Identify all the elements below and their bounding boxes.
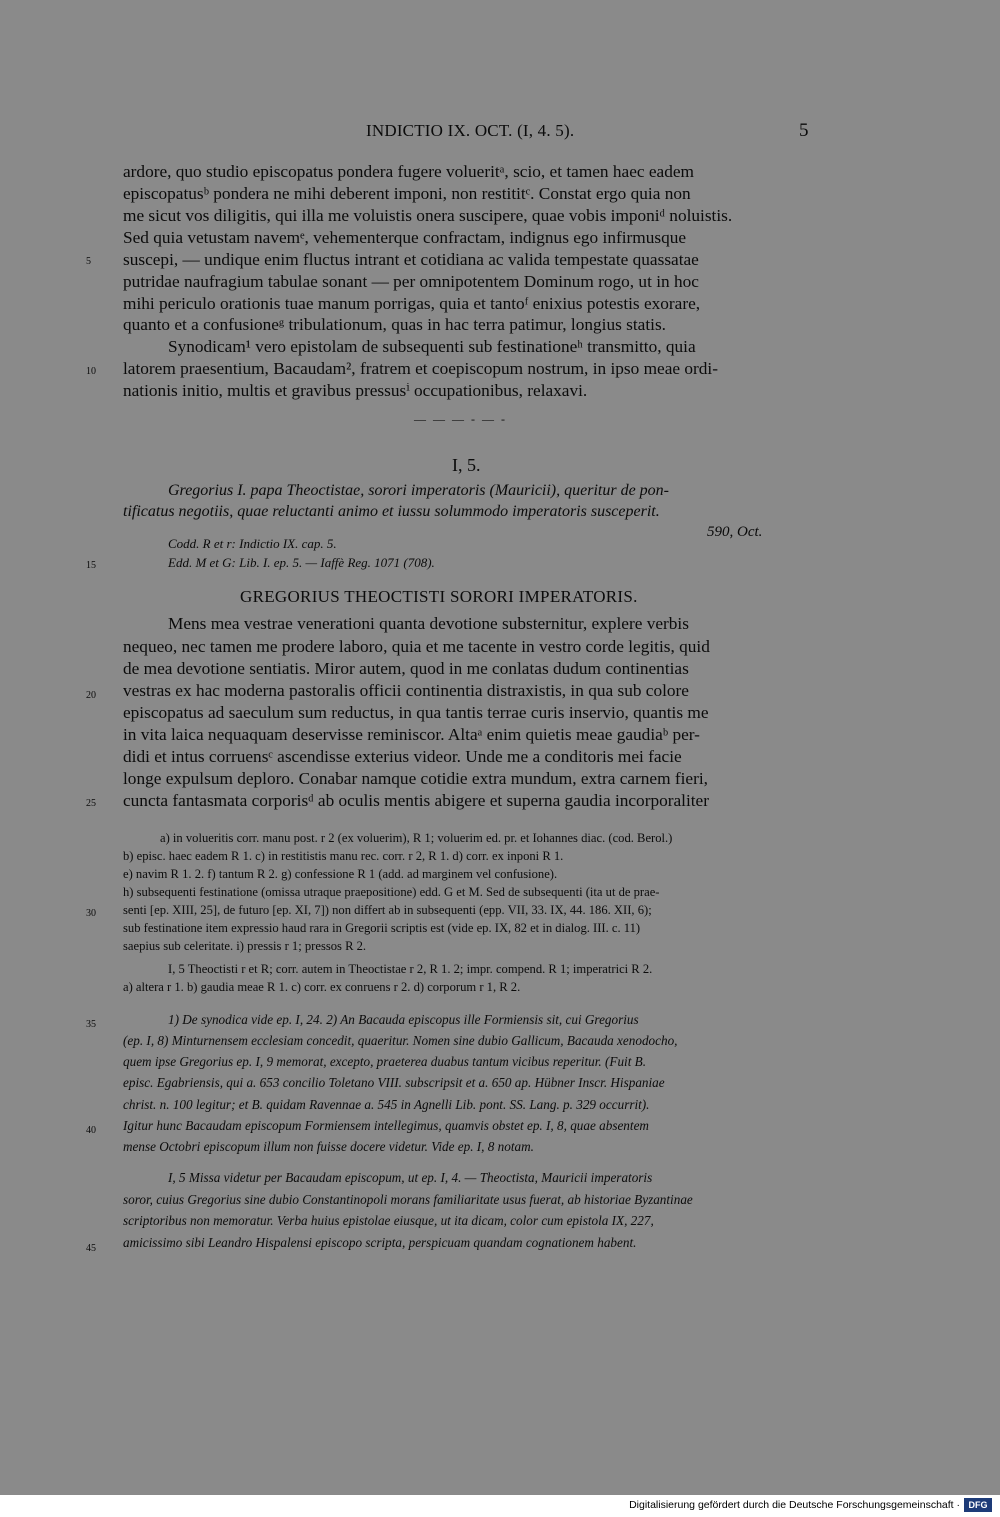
apparatus-line: I, 5 Theoctisti r et R; corr. autem in Theoctistae r 2, R 1. 2; impr. compend. R 1; imperatrici R 2.: [168, 962, 653, 976]
line-number: 20: [86, 690, 96, 701]
body-line: putridae naufragium tabulae sonant — per omnipotentem Dominum rogo, ut in hoc: [123, 272, 699, 291]
body-line: quanto et a confusioneᵍ tribulationum, quas in hac terra patimur, longius statis.: [123, 315, 666, 334]
apparatus-line: b) episc. haec eadem R 1. c) in restitistis manu rec. corr. r 2, R 1. d) corr. ex inponi R 1.: [123, 849, 564, 863]
section-separator: — — — - — -: [414, 412, 507, 426]
letter-summary: Gregorius I. papa Theoctistae, sorori imperatoris (Mauricii), queritur de pon-: [168, 482, 670, 499]
line-number: 25: [86, 798, 96, 809]
letter-line: de mea devotione sentiatis. Miror autem, quod in me conlatas dudum continentias: [123, 659, 689, 678]
note-line: soror, cuius Gregorius sine dubio Constantinopoli morans familiaritate usus fuerat, ab historiae Byzantinae: [123, 1192, 693, 1207]
line-number: 35: [86, 1019, 96, 1030]
note-line: 1) De synodica vide ep. I, 24. 2) An Bacauda episcopus ille Formiensis sit, cui Gregorius: [168, 1012, 639, 1027]
apparatus-line: h) subsequenti festinatione (omissa utraque praepositione) edd. G et M. Sed de subsequenti (ita ut de prae-: [123, 885, 660, 899]
apparatus-line: senti [ep. XIII, 25], de futuro [ep. XI, 7]) non differt ab in subsequenti (epp. VII, 33. IX, 44. 186. XII, 6);: [123, 903, 652, 917]
letter-number: I, 5.: [452, 455, 481, 475]
letter-title: GREGORIUS THEOCTISTI SORORI IMPERATORIS.: [240, 587, 638, 606]
note-line: amicissimo sibi Leandro Hispalensi episcopo scripta, perspicuam quandam cognationem habent.: [123, 1235, 637, 1250]
note-line: I, 5 Missa videtur per Bacaudam episcopum, ut ep. I, 4. — Theoctista, Mauricii imperatoris: [168, 1170, 653, 1185]
letter-line: longe expulsum deploro. Conabar namque cotidie extra mundum, extra carnem fieri,: [123, 769, 708, 788]
dfg-logo: DFG: [964, 1498, 992, 1512]
apparatus-line: a) in volueritis corr. manu post. r 2 (ex voluerim), R 1; voluerim ed. pr. et Iohannes diac. (cod. Berol.): [160, 831, 673, 845]
body-line: suscepi, — undique enim fluctus intrant et cotidiana ac valida tempestate quassatae: [123, 250, 699, 269]
note-line: quem ipse Gregorius ep. I, 9 memorat, excepto, praeterea duabus tantum vicibus reperitur. (Fuit B.: [123, 1054, 647, 1069]
letter-line: vestras ex hac moderna pastoralis officii continentia distraxistis, in qua sub colore: [123, 681, 689, 700]
editions-line: Edd. M et G: Lib. I. ep. 5. — Iaffè Reg. 1071 (708).: [168, 555, 435, 570]
page-number: 5: [799, 120, 809, 141]
funding-note: Digitalisierung gefördert durch die Deutsche Forschungsgemeinschaft ·: [629, 1499, 960, 1511]
body-line: mihi periculo orationis tuae manum porrigas, quia et tantoᶠ enixius potestis exorare,: [123, 294, 701, 313]
note-line: episc. Egabriensis, qui a. 653 concilio Toletano VIII. subscripsit et a. 650 ap. Hübner Inscr. Hispaniae: [123, 1075, 665, 1090]
note-line: mense Octobri episcopum illum non fuisse docere videtur. Vide ep. I, 8 notam.: [123, 1139, 534, 1154]
letter-line: Mens mea vestrae venerationi quanta devotione substernitur, explere verbis: [168, 614, 689, 633]
line-number: 45: [86, 1243, 96, 1254]
letter-summary: tificatus negotiis, quae reluctanti animo et iussu solummodo imperatoris susceperit.: [123, 503, 660, 520]
body-line: me sicut vos diligitis, qui illa me voluistis onera suscipere, quae vobis imponiᵈ noluistis.: [123, 206, 733, 225]
note-line: christ. n. 100 legitur; et B. quidam Ravennae a. 545 in Agnelli Lib. pont. SS. Lang. p. 329 occurrit).: [123, 1097, 650, 1112]
letter-line: didi et intus corruensᶜ ascendisse exterius videor. Unde me a conditoris mei facie: [123, 747, 682, 766]
apparatus-line: a) altera r 1. b) gaudia meae R 1. c) corr. ex conruens r 2. d) corporum r 1, R 2.: [123, 980, 521, 994]
body-line: Synodicam¹ vero epistolam de subsequenti sub festinationeʰ transmitto, quia: [168, 337, 696, 356]
body-line: latorem praesentium, Bacaudam², fratrem et coepiscopum nostrum, in ipso meae ordi-: [123, 359, 718, 378]
letter-line: in vita laica nequaquam deservisse reminiscor. Altaᵃ enim quietis meae gaudiaᵇ per-: [123, 725, 700, 744]
body-line: episcopatusᵇ pondera ne mihi deberent imponi, non restititᶜ. Constat ergo quia non: [123, 184, 691, 203]
body-line: nationis initio, multis et gravibus pressusⁱ occupationibus, relaxavi.: [123, 381, 588, 400]
note-line: Igitur hunc Bacaudam episcopum Formiensem intellegimus, quamvis obstet ep. I, 8, quae absentem: [123, 1118, 649, 1133]
letter-date: 590, Oct.: [707, 524, 763, 540]
footer-bar: [0, 1495, 1000, 1517]
line-number: 10: [86, 366, 96, 377]
body-line: ardore, quo studio episcopatus pondera fugere volueritᵃ, scio, et tamen haec eadem: [123, 162, 694, 181]
apparatus-line: e) navim R 1. 2. f) tantum R 2. g) confessione R 1 (add. ad marginem vel confusione).: [123, 867, 558, 881]
running-title: INDICTIO IX. OCT. (I, 4. 5).: [366, 121, 575, 140]
line-number: 40: [86, 1125, 96, 1136]
note-line: scriptoribus non memoratur. Verba huius epistolae eiusque, ut ita dicam, color cum epistola IX, 227,: [123, 1213, 654, 1228]
codices-line: Codd. R et r: Indictio IX. cap. 5.: [168, 536, 337, 551]
body-line: Sed quia vetustam navemᵉ, vehementerque confractam, indignus ego infirmusque: [123, 228, 687, 247]
line-number: 15: [86, 560, 96, 571]
letter-line: episcopatus ad saeculum sum reductus, in qua tantis terrae curis inservio, quantis me: [123, 703, 709, 722]
note-line: (ep. I, 8) Minturnensem ecclesiam concedit, quaeritur. Nomen sine dubio Gallicum, Bacauda xenodocho,: [123, 1033, 678, 1048]
letter-line: nequeo, nec tamen me prodere laboro, quia et me tacente in vestro corde legitis, quid: [123, 637, 710, 656]
letter-line: cuncta fantasmata corporisᵈ ab oculis mentis abigere et superna gaudia incorporaliter: [123, 791, 709, 810]
apparatus-line: sub festinatione item expressio haud rara in Gregorii scriptis est (vide ep. IX, 82 et in dialog. III. c. 11): [123, 921, 641, 935]
line-number: 5: [86, 256, 91, 267]
apparatus-line: saepius sub celeritate. i) pressis r 1; pressos R 2.: [123, 939, 367, 953]
line-number: 30: [86, 908, 96, 919]
